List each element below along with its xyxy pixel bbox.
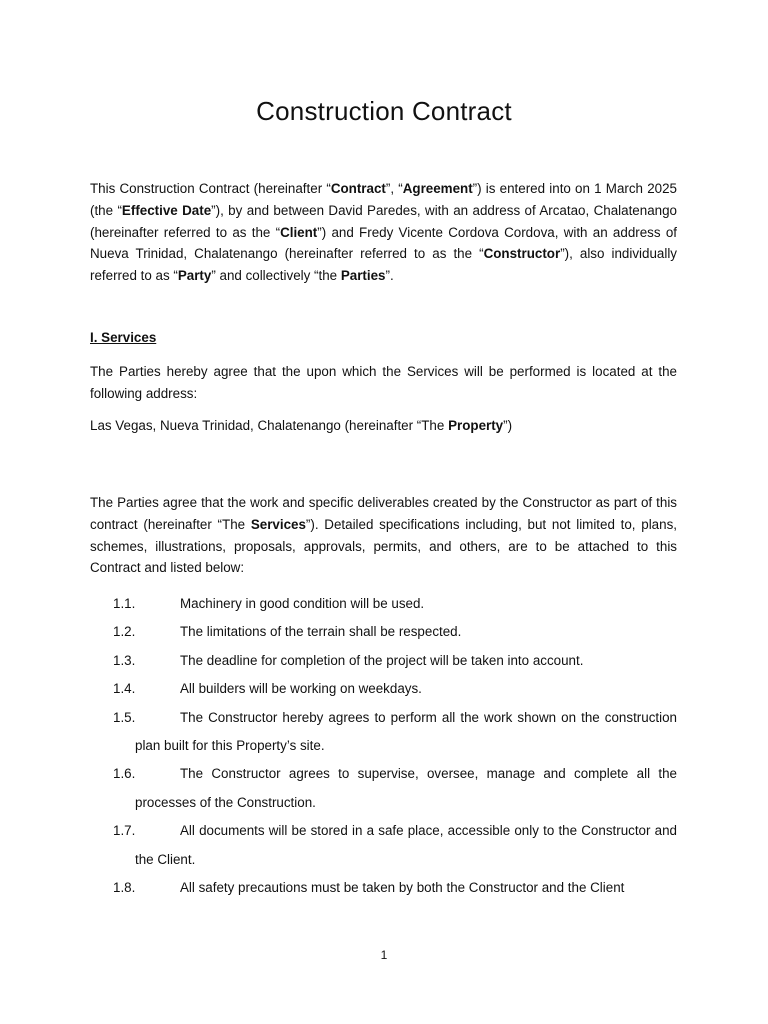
list-item [90, 675, 677, 703]
intro-text: ”), also individually referred to as “ [90, 246, 677, 284]
property-address [90, 415, 677, 437]
list-item [90, 647, 677, 675]
list-item-number: 1.5. [113, 709, 136, 725]
term-constructor: Constructor [483, 246, 561, 262]
address-text: Las Vegas, Nueva Trinidad, Chalatenango (hereinafter “The [90, 418, 449, 433]
list-item-number: 1.1. [113, 596, 136, 611]
list-item [90, 874, 677, 902]
intro-text: ”), by and between David Paredes, with an address of Arcatao, Chalatenango (hereinafter referred to as the “ [90, 202, 677, 240]
page-number: 1 [380, 948, 388, 962]
address-text: ”) [503, 418, 513, 433]
list-item-text: Machinery in good condition will be used. [180, 596, 425, 611]
intro-text: ”. [385, 268, 394, 284]
list-item [90, 618, 677, 646]
list-item-text: The Constructor hereby agrees to perform all the work shown on the construction plan built for this Property’s site. [135, 709, 677, 754]
deliverables-paragraph [90, 492, 677, 579]
list-item-number: 1.8. [113, 880, 136, 896]
list-item-text: All documents will be stored in a safe place, accessible only to the Constructor and the Client. [135, 823, 677, 867]
list-item-text: The deadline for completion of the project will be taken into account. [180, 652, 584, 668]
services-list [90, 590, 677, 902]
term-party: Party [177, 268, 212, 284]
list-item [90, 590, 677, 618]
intro-text: This Construction Contract (hereinafter “ [90, 181, 331, 196]
term-agreement: Agreement [402, 181, 473, 196]
intro-paragraph [90, 178, 677, 287]
term-services: Services [250, 516, 306, 532]
term-effective-date: Effective Date [121, 202, 212, 218]
list-item-text: The limitations of the terrain shall be respected. [180, 624, 462, 640]
section-heading-services: I. Services [90, 330, 157, 345]
intro-text: ”) and Fredy Vicente Cordova Cordova, with an address of Nueva Trinidad, Chalatenango (hereinafter referred to as the “ [90, 224, 677, 262]
list-item-number: 1.2. [113, 624, 136, 640]
list-item-text: All builders will be working on weekdays. [180, 681, 422, 697]
list-item [90, 817, 677, 874]
term-contract: Contract [330, 181, 386, 196]
list-item-number: 1.4. [113, 681, 136, 697]
list-item-text: All safety precautions must be taken by both the Constructor and the Client [180, 880, 625, 896]
term-property: Property [448, 418, 504, 433]
term-client: Client [280, 224, 318, 240]
services-paragraph: The Parties hereby agree that the upon which the Services will be performed is located at the following address: [90, 364, 677, 401]
list-item-number: 1.7. [113, 823, 136, 839]
deliverables-text: The Parties agree that the work and specific deliverables created by the Constructor as part of this contract (hereinafter “The [90, 495, 677, 532]
deliverables-text: ”). Detailed specifications including, but not limited to, plans, schemes, illustrations, proposals, approvals, permits, and others, are to be attached to this Contract and listed below: [90, 516, 677, 576]
intro-text: ”, “ [385, 181, 403, 196]
list-item-text: The Constructor agrees to supervise, oversee, manage and complete all the processes of the Construction. [135, 766, 677, 810]
list-item-number: 1.6. [113, 766, 136, 782]
list-item [90, 704, 677, 761]
list-item [90, 760, 677, 817]
intro-text: ” and collectively “the [211, 268, 341, 284]
page-title: Construction Contract [256, 96, 512, 126]
intro-text: ”) is entered into on 1 March 2025 (the “ [90, 181, 677, 218]
list-item-number: 1.3. [113, 652, 136, 668]
term-parties: Parties [340, 268, 386, 284]
